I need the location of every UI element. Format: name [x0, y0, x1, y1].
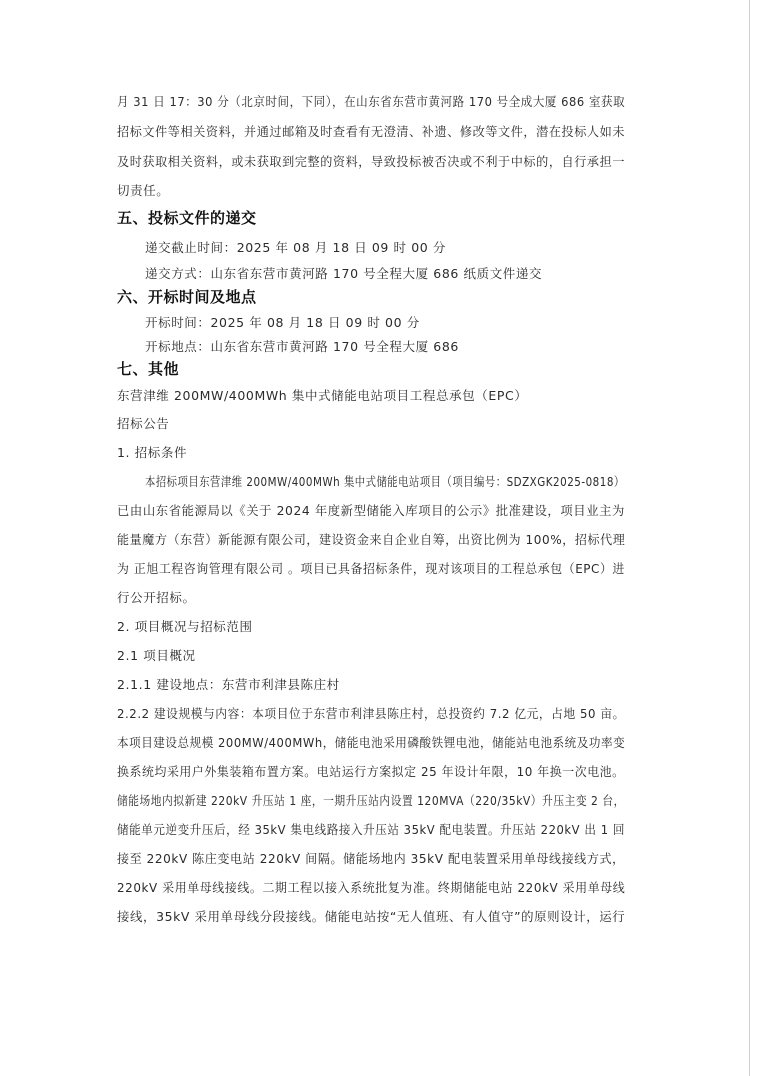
- paragraph-line: 接线，35kV 采用单母线分段接线。储能电站按“无人值班、有人值守”的原则设计，运行: [117, 909, 626, 924]
- paragraph-line: 行公开招标。: [117, 590, 196, 605]
- opening-location: 开标地点：山东省东营市黄河路 170 号全程大厦 686: [145, 339, 459, 354]
- paragraph-line: 220kV 采用单母线接线。二期工程以接入系统批复为准。终期储能电站 220kV 采用单母线: [117, 880, 626, 895]
- construction-site: 2.1.1 建设地点：东营市利津县陈庄村: [117, 677, 340, 692]
- paragraph-line: 2.2.2 建设规模与内容：本项目位于东营市利津县陈庄村，总投资约 7.2 亿元，占地 50 亩。: [117, 706, 625, 721]
- subsection-heading: 2. 项目概况与招标范围: [117, 619, 253, 634]
- paragraph-line: 换系统均采用户外集装箱布置方案。电站运行方案拟定 25 年设计年限，10 年换一次电池。: [117, 764, 625, 779]
- paragraph-line: 本招标项目东营津维 200MW/400MWh 集中式储能电站项目（项目编号：SDZXGK2025-0818）: [145, 474, 625, 489]
- paragraph-line: 招标文件等相关资料，并通过邮箱及时查看有无澄清、补遗、修改等文件，潜在投标人如未: [117, 124, 626, 139]
- section-heading-7: 七、其他: [117, 360, 180, 378]
- paragraph-line: 及时获取相关资料，或未获取到完整的资料，导致投标被否决或不利于中标的，自行承担一: [117, 154, 626, 169]
- paragraph-line: 为 正旭工程咨询管理有限公司 。项目已具备招标条件，现对该项目的工程总承包（EPC）进: [117, 561, 625, 576]
- paragraph-line: 接至 220kV 陈庄变电站 220kV 间隔。储能场地内 35kV 配电装置采用单母线接线方式，: [117, 851, 625, 866]
- announcement-label: 招标公告: [117, 416, 170, 431]
- subsection-heading: 2.1 项目概况: [117, 648, 196, 663]
- paragraph-line: 储能单元逆变升压后，经 35kV 集电线路接入升压站 35kV 配电装置。升压站 220kV 出 1 回: [117, 822, 625, 837]
- paragraph-line: 已由山东省能源局以《关于 2024 年度新型储能入库项目的公示》批准建设，项目业主为: [117, 503, 625, 518]
- section-heading-6: 六、开标时间及地点: [117, 288, 257, 306]
- section-heading-5: 五、投标文件的递交: [117, 209, 257, 227]
- paragraph-line: 能量魔方（东营）新能源有限公司，建设资金来自企业自筹，出资比例为 100%，招标代理: [117, 532, 626, 547]
- submission-deadline: 递交截止时间：2025 年 08 月 18 日 09 时 00 分: [145, 240, 446, 255]
- submission-method: 递交方式：山东省东营市黄河路 170 号全程大厦 686 纸质文件递交: [145, 266, 543, 281]
- subsection-heading: 1. 招标条件: [117, 445, 188, 460]
- paragraph-line: 储能场地内拟新建 220kV 升压站 1 座，一期升压站内设置 120MVA（220/35kV）升压主变 2 台，: [117, 793, 625, 808]
- opening-time: 开标时间：2025 年 08 月 18 日 09 时 00 分: [145, 315, 420, 330]
- paragraph-line: 月 31 日 17：30 分（北京时间，下同），在山东省东营市黄河路 170 号全成大厦 686 室获取: [117, 94, 626, 109]
- project-title: 东营津维 200MW/400MWh 集中式储能电站项目工程总承包（EPC）: [117, 388, 528, 403]
- paragraph-line: 本项目建设总规模 200MW/400MWh，储能电池采用磷酸铁锂电池，储能站电池系统及功率变: [117, 735, 626, 750]
- paragraph-line: 切责任。: [117, 183, 170, 198]
- page-edge-line: [749, 0, 750, 1076]
